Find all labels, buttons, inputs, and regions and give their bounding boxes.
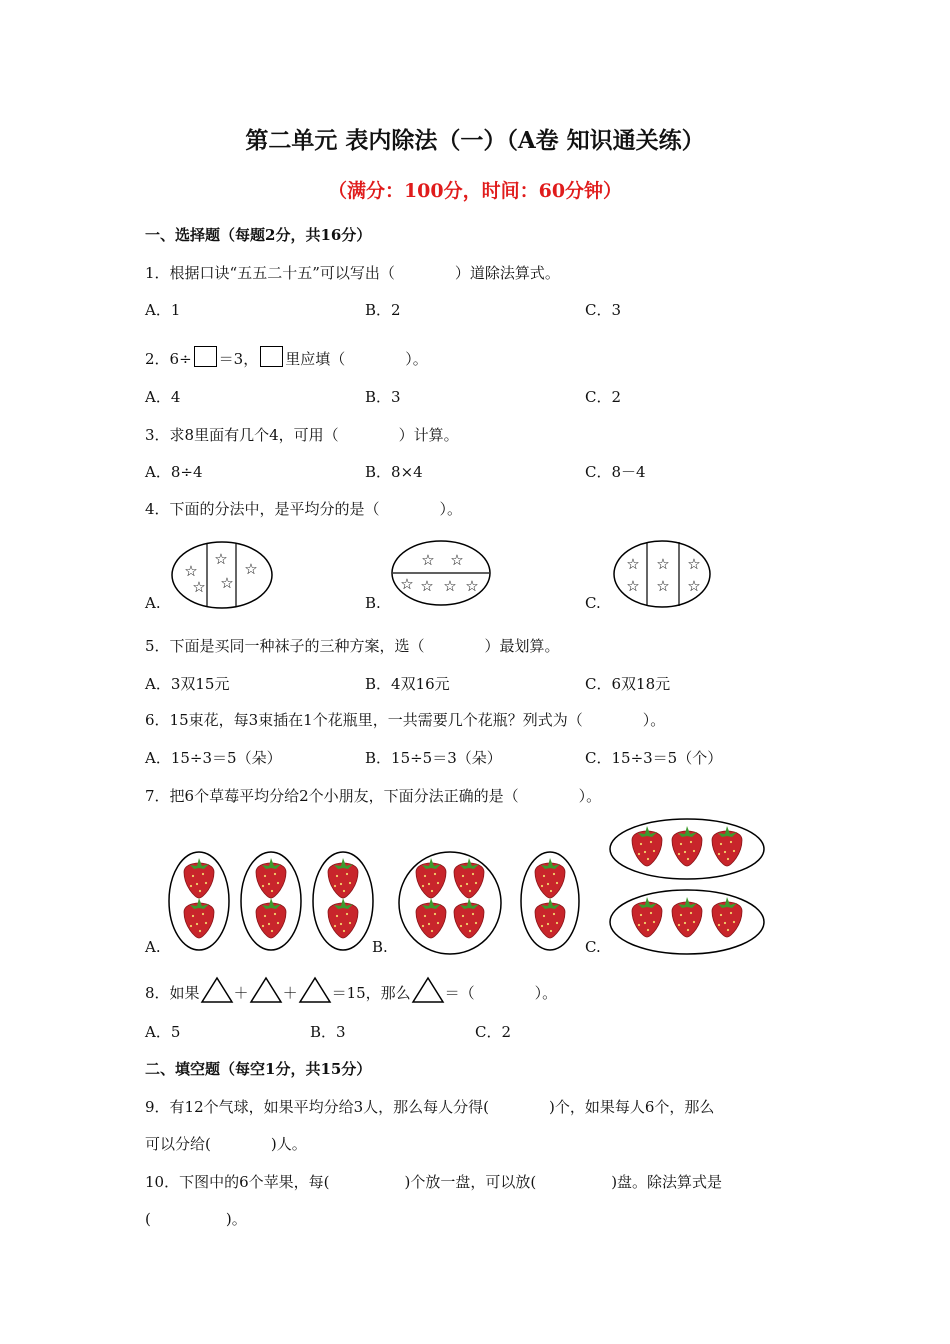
q4-figure-c-oval-icon [612, 539, 712, 609]
strawberry-icon [454, 858, 484, 898]
strawberry-icon [535, 858, 565, 898]
question-1: 1．根据口诀“五五二十五”可以写出（ ）道除法算式。 [145, 264, 560, 282]
blank-box-icon [260, 346, 283, 367]
strawberry-icon [256, 858, 286, 898]
q7-strawberry-figures [160, 818, 780, 960]
question-7: 7．把6个草莓平均分给2个小朋友，下面分法正确的是（ ）。 [145, 787, 602, 805]
star-icon: ☆ [220, 574, 234, 592]
q8-plus-sign: ＋ [282, 984, 298, 1002]
triangle-icon [249, 976, 283, 1004]
question-5: 5．下面是买同一种袜子的三种方案，选（ ）最划算。 [145, 637, 560, 655]
q8-text-mid: ＝15，那么 [331, 984, 411, 1002]
triangle-icon [200, 976, 234, 1004]
star-icon: ☆ [400, 575, 414, 593]
q2-text-mid: ＝3， [218, 350, 259, 368]
strawberry-icon [672, 826, 702, 866]
strawberry-icon [184, 898, 214, 938]
strawberry-icon [454, 898, 484, 938]
star-icon: ☆ [626, 555, 640, 573]
question-4: 4．下面的分法中，是平均分的是（ ）。 [145, 500, 463, 518]
star-icon: ☆ [656, 577, 670, 595]
star-icon: ☆ [626, 577, 640, 595]
q6-option-a: A．15÷3＝5（朵） [145, 749, 282, 767]
star-icon: ☆ [421, 551, 435, 569]
section-heading-choice: 一、选择题（每题2分，共16分） [145, 226, 372, 244]
question-9-line-1: 9．有12个气球，如果平均分给3人，那么每人分得( )个，如果每人6个，那么 [145, 1098, 715, 1116]
q8-text-post: ＝（ ）。 [444, 984, 558, 1002]
strawberry-icon [712, 897, 742, 937]
q2-option-c: C．2 [585, 388, 622, 406]
star-icon: ☆ [214, 550, 228, 568]
strawberry-icon [416, 858, 446, 898]
page-title: 第二单元 表内除法（一）（A卷 知识通关练） [245, 127, 705, 154]
section-heading-fill: 二、填空题（每空1分，共15分） [145, 1060, 372, 1078]
q7-option-b: B. [372, 938, 388, 956]
q2-option-b: B．3 [365, 388, 401, 406]
blank-box-icon [194, 346, 217, 367]
strawberry-icon [632, 897, 662, 937]
q5-option-c: C．6双18元 [585, 675, 671, 693]
q6-option-c: C．15÷3＝5（个） [585, 749, 723, 767]
star-icon: ☆ [184, 562, 198, 580]
star-icon: ☆ [443, 577, 457, 595]
q3-option-a: A．8÷4 [145, 463, 203, 481]
q2-text-post: 里应填（ ）。 [285, 350, 428, 368]
q8-option-b: B．3 [310, 1023, 346, 1041]
q4-figure-b-oval-icon [390, 538, 492, 608]
strawberry-icon [328, 858, 358, 898]
star-icon: ☆ [687, 577, 701, 595]
q4-option-c: C. [585, 594, 601, 612]
question-10-line-1: 10．下图中的6个苹果，每( )个放一盘，可以放( )盘。除法算式是 [145, 1173, 723, 1191]
strawberry-icon [535, 898, 565, 938]
question-10-line-2: ( )。 [145, 1210, 247, 1228]
q3-option-b: B．8×4 [365, 463, 423, 481]
q6-option-b: B．15÷5＝3（朵） [365, 749, 502, 767]
question-3: 3．求8里面有几个4，可用（ ）计算。 [145, 426, 459, 444]
question-8 [145, 976, 557, 1004]
triangle-icon [411, 976, 445, 1004]
q7-option-c: C. [585, 938, 601, 956]
strawberry-icon [712, 826, 742, 866]
q4-option-b: B. [365, 594, 381, 612]
q1-option-c: C．3 [585, 301, 622, 319]
q8-text-pre: 8．如果 [145, 984, 200, 1002]
star-icon: ☆ [244, 560, 258, 578]
q2-text-pre: 2．6÷ [145, 350, 192, 368]
strawberry-icon [256, 898, 286, 938]
q7-option-a: A. [145, 938, 161, 956]
question-6: 6．15束花，每3束插在1个花瓶里，一共需要几个花瓶？列式为（ ）。 [145, 711, 666, 729]
star-icon: ☆ [656, 555, 670, 573]
q2-option-a: A．4 [145, 388, 181, 406]
strawberry-icon [184, 858, 214, 898]
triangle-icon [298, 976, 332, 1004]
strawberry-icon [632, 826, 662, 866]
star-icon: ☆ [450, 551, 464, 569]
star-icon: ☆ [420, 577, 434, 595]
star-icon: ☆ [465, 577, 479, 595]
question-2 [145, 346, 428, 369]
q5-option-b: B．4双16元 [365, 675, 450, 693]
q8-option-c: C．2 [475, 1023, 512, 1041]
q8-option-a: A．5 [145, 1023, 181, 1041]
q4-figure-a-oval-icon [170, 540, 274, 610]
star-icon: ☆ [687, 555, 701, 573]
star-icon: ☆ [192, 578, 206, 596]
q3-option-c: C．8－4 [585, 463, 646, 481]
strawberry-icon [672, 897, 702, 937]
question-9-line-2: 可以分给( )人。 [145, 1135, 307, 1153]
page-subtitle: （满分：100分，时间：60分钟） [327, 180, 623, 202]
strawberry-icon [328, 898, 358, 938]
strawberry-icon [416, 898, 446, 938]
q8-plus-sign: ＋ [233, 984, 249, 1002]
q1-option-a: A．1 [145, 301, 181, 319]
q4-option-a: A. [145, 594, 161, 612]
q5-option-a: A．3双15元 [145, 675, 230, 693]
q1-option-b: B．2 [365, 301, 401, 319]
